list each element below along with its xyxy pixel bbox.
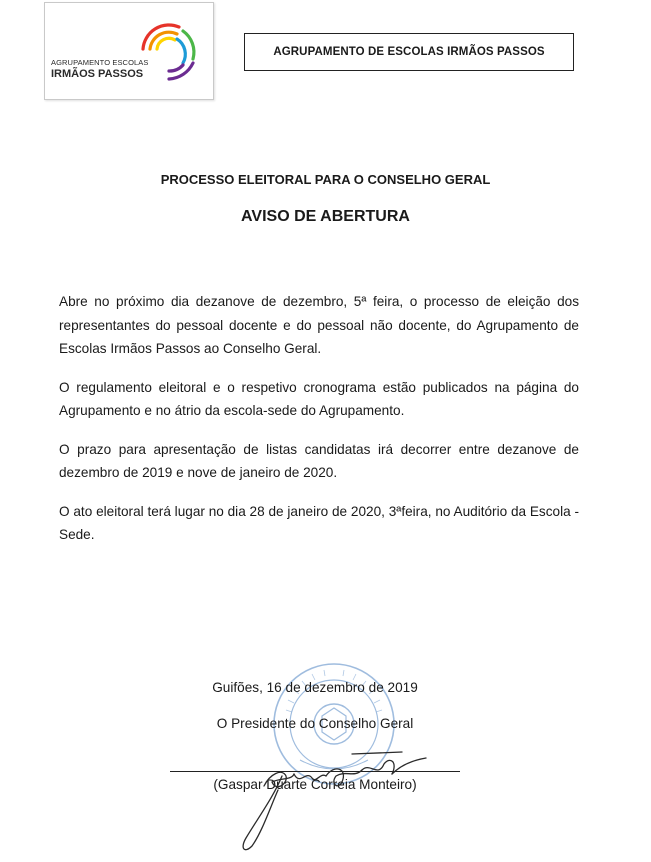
signatory-role: O Presidente do Conselho Geral xyxy=(216,716,414,731)
notice-title: AVISO DE ABERTURA xyxy=(241,208,410,225)
paragraph: O prazo para apresentação de listas candidatas irá decorrer entre dezanove de dezembro de 2019 e nove de janeiro de 2020. xyxy=(59,441,579,480)
paragraph: Abre no próximo dia dezanove de dezembro, 5ª feira, o processo de eleição dos representantes do pessoal docente e do pessoal não docente, do Agrupamento de Escolas Irmãos Passos ao Conselho Geral. xyxy=(59,294,579,356)
school-logo xyxy=(44,2,214,100)
signatory-name: (Gaspar Duarte Correia Monteiro) xyxy=(213,777,417,792)
process-title: PROCESSO ELEITORAL PARA O CONSELHO GERAL xyxy=(160,172,491,187)
logo-arcs-icon xyxy=(133,19,205,83)
paragraph: O ato eleitoral terá lugar no dia 28 de janeiro de 2020, 3ªfeira, no Auditório da Escola - Sede. xyxy=(59,503,579,542)
school-name-box xyxy=(244,33,574,71)
logo-text-line2: IRMÃOS PASSOS xyxy=(51,68,144,80)
handwritten-signature xyxy=(222,734,432,859)
notice-body xyxy=(59,290,579,562)
school-name: AGRUPAMENTO DE ESCOLAS IRMÃOS PASSOS xyxy=(273,46,545,58)
place-date: Guifões, 16 de dezembro de 2019 xyxy=(212,680,418,695)
paragraph: O regulamento eleitoral e o respetivo cronograma estão publicados na página do Agrupamento e no átrio da escola-sede do Agrupamento. xyxy=(59,379,579,418)
logo-text-line1: AGRUPAMENTO ESCOLAS xyxy=(51,58,149,67)
